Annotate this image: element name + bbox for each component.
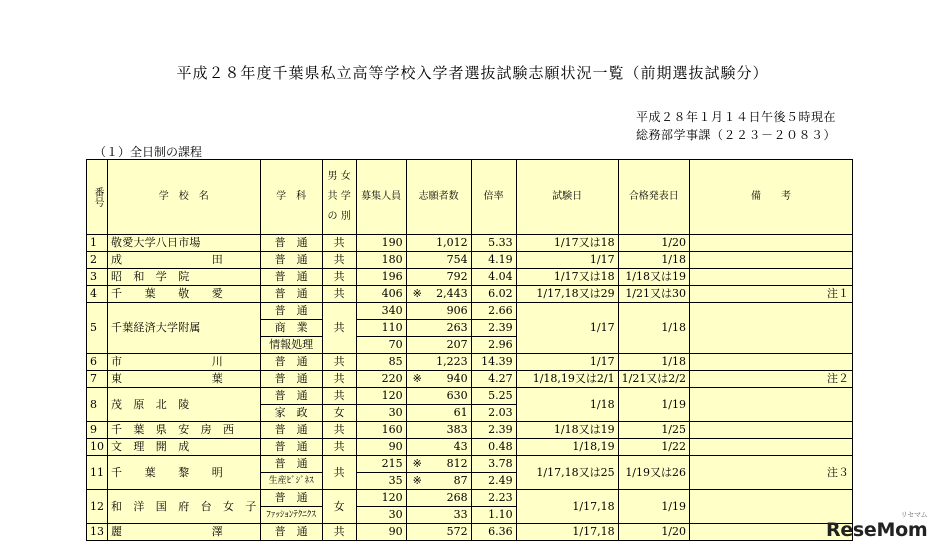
logo-text: ReseMom — [826, 519, 928, 541]
exam-date: 1/17又は18 — [516, 235, 618, 252]
header-ratio: 倍率 — [471, 160, 516, 235]
gender-type: 共 — [322, 422, 356, 439]
applicants-value: 383 — [446, 423, 468, 436]
table-row — [87, 354, 853, 371]
gender-type: 共 — [322, 252, 356, 269]
logo-subtext: リセマム — [900, 511, 928, 519]
note-mark — [410, 388, 413, 404]
applicants-cell — [406, 507, 471, 524]
school-name: 千 葉 敬 愛 — [108, 286, 261, 303]
dept-name: 家 政 — [260, 405, 322, 422]
school-name: 敬愛大学八日市場 — [108, 235, 261, 252]
header-no: 番号 — [87, 160, 108, 235]
row-number: 1 — [87, 235, 108, 252]
exam-date: 1/17,18 — [516, 524, 618, 541]
applicants-value: 268 — [446, 491, 468, 504]
note-mark — [410, 320, 413, 336]
applicants-value: 906 — [446, 304, 468, 317]
header-dept: 学 科 — [260, 160, 322, 235]
result-date: 1/21又は2/2 — [618, 371, 689, 388]
applicants-cell — [406, 252, 471, 269]
remarks-cell — [690, 422, 853, 439]
dept-name: 普 通 — [260, 456, 322, 473]
ratio-value: 2.66 — [471, 303, 516, 320]
capacity-value: 340 — [356, 303, 406, 320]
table-row — [87, 388, 853, 405]
header-remarks: 備 考 — [690, 160, 853, 235]
dept-name: 普 通 — [260, 252, 322, 269]
header-gender-l1: 男 女 — [327, 171, 351, 182]
gender-type: 女 — [322, 490, 356, 524]
ratio-value: 2.49 — [471, 473, 516, 490]
gender-type: 共 — [322, 235, 356, 252]
as-of-date: 平成２８年１月１４日午後５時現在 — [636, 110, 837, 124]
ratio-value: 4.27 — [471, 371, 516, 388]
capacity-value: 90 — [356, 439, 406, 456]
row-number: 7 — [87, 371, 108, 388]
school-name: 東 葉 — [108, 371, 261, 388]
result-date: 1/22 — [618, 439, 689, 456]
remarks-cell — [690, 235, 853, 252]
table-row — [87, 524, 853, 541]
header-school: 学 校 名 — [108, 160, 261, 235]
table-row — [87, 456, 853, 473]
resemom-logo — [826, 511, 928, 541]
school-name: 市 川 — [108, 354, 261, 371]
row-number: 12 — [87, 490, 108, 524]
header-exam-day: 試験日 — [516, 160, 618, 235]
applicant-table — [86, 159, 853, 541]
note-mark — [410, 422, 413, 438]
dept-name: 普 通 — [260, 388, 322, 405]
ratio-value: 1.10 — [471, 507, 516, 524]
note-mark — [410, 303, 413, 319]
applicants-value: 1,012 — [436, 236, 468, 249]
row-number: 6 — [87, 354, 108, 371]
note-mark — [410, 252, 413, 268]
table-row — [87, 252, 853, 269]
applicants-value: 754 — [446, 253, 468, 266]
remarks-cell — [690, 269, 853, 286]
note-mark — [410, 337, 413, 353]
ratio-value: 5.33 — [471, 235, 516, 252]
gender-type: 共 — [322, 456, 356, 490]
note-mark: ※ — [412, 287, 422, 300]
applicants-cell — [406, 303, 471, 320]
school-name: 成 田 — [108, 252, 261, 269]
capacity-value: 30 — [356, 405, 406, 422]
note-mark — [410, 235, 413, 251]
capacity-value: 30 — [356, 507, 406, 524]
applicants-cell — [406, 490, 471, 507]
note-mark — [410, 354, 413, 370]
exam-date: 1/18又は19 — [516, 422, 618, 439]
note-mark — [410, 269, 413, 285]
dept-name: 商 業 — [260, 320, 322, 337]
ratio-value: 5.25 — [471, 388, 516, 405]
ratio-value: 4.04 — [471, 269, 516, 286]
note-mark — [410, 405, 413, 421]
capacity-value: 70 — [356, 337, 406, 354]
school-name: 千葉経済大学附属 — [108, 303, 261, 354]
applicants-cell — [406, 371, 471, 388]
gender-type: 共 — [322, 354, 356, 371]
capacity-value: 120 — [356, 490, 406, 507]
applicants-value: 572 — [446, 525, 468, 538]
applicants-cell — [406, 439, 471, 456]
applicants-cell — [406, 354, 471, 371]
ratio-value: 2.39 — [471, 422, 516, 439]
row-number: 5 — [87, 303, 108, 354]
capacity-value: 180 — [356, 252, 406, 269]
header-gender-l2: 共 学 — [327, 191, 351, 202]
capacity-value: 220 — [356, 371, 406, 388]
applicants-cell — [406, 456, 471, 473]
remarks-cell: 注２ — [690, 371, 853, 388]
applicants-value: 792 — [446, 270, 468, 283]
remarks-cell — [690, 303, 853, 354]
applicants-cell — [406, 422, 471, 439]
gender-type: 女 — [322, 405, 356, 422]
header-capacity: 募集人員 — [356, 160, 406, 235]
gender-type: 共 — [322, 524, 356, 541]
school-name: 茂 原 北 陵 — [108, 388, 261, 422]
table-header-row — [87, 160, 853, 235]
school-name: 文 理 開 成 — [108, 439, 261, 456]
dept-name: 普 通 — [260, 439, 322, 456]
applicants-value: 61 — [453, 406, 468, 419]
applicants-value: 207 — [446, 338, 468, 351]
table-row — [87, 286, 853, 303]
applicants-cell — [406, 235, 471, 252]
table-row — [87, 422, 853, 439]
applicants-value: 630 — [446, 389, 468, 402]
table-row — [87, 235, 853, 252]
capacity-value: 196 — [356, 269, 406, 286]
dept-name: 普 通 — [260, 524, 322, 541]
row-number: 2 — [87, 252, 108, 269]
capacity-value: 120 — [356, 388, 406, 405]
capacity-value: 160 — [356, 422, 406, 439]
applicants-value: 263 — [446, 321, 468, 334]
result-date: 1/20 — [618, 524, 689, 541]
result-date: 1/18 — [618, 303, 689, 354]
table-row — [87, 371, 853, 388]
applicants-value: 2,443 — [436, 287, 468, 300]
row-number: 3 — [87, 269, 108, 286]
applicants-value: 812 — [446, 457, 468, 470]
exam-date: 1/17,18又は29 — [516, 286, 618, 303]
applicants-value: 33 — [453, 508, 468, 521]
gender-type: 共 — [322, 286, 356, 303]
ratio-value: 0.48 — [471, 439, 516, 456]
dept-name: 普 通 — [260, 371, 322, 388]
school-name: 麗 澤 — [108, 524, 261, 541]
dept-name: 普 通 — [260, 269, 322, 286]
gender-type: 共 — [322, 388, 356, 405]
row-number: 4 — [87, 286, 108, 303]
ratio-value: 3.78 — [471, 456, 516, 473]
row-number: 11 — [87, 456, 108, 490]
applicants-cell — [406, 286, 471, 303]
exam-date: 1/18,19 — [516, 439, 618, 456]
capacity-value: 90 — [356, 524, 406, 541]
remarks-cell — [690, 439, 853, 456]
header-applicants: 志願者数 — [406, 160, 471, 235]
result-date: 1/19又は26 — [618, 456, 689, 490]
remarks-cell: 注３ — [690, 456, 853, 490]
remarks-cell — [690, 354, 853, 371]
header-result-day: 合格発表日 — [618, 160, 689, 235]
exam-date: 1/17,18又は25 — [516, 456, 618, 490]
gender-type: 共 — [322, 269, 356, 286]
school-name: 千 葉 県 安 房 西 — [108, 422, 261, 439]
dept-name: 情報処理 — [260, 337, 322, 354]
dept-name: ﾌｧｯｼｮﾝﾃｸﾆｸｽ — [260, 507, 322, 524]
dept-name: 生産ﾋﾞｼﾞﾈｽ — [260, 473, 322, 490]
result-date: 1/19 — [618, 490, 689, 524]
applicants-cell — [406, 337, 471, 354]
header-gender — [322, 160, 356, 235]
exam-date: 1/18 — [516, 388, 618, 422]
note-mark — [410, 524, 413, 540]
capacity-value: 85 — [356, 354, 406, 371]
row-number: 9 — [87, 422, 108, 439]
exam-date: 1/18,19又は2/1 — [516, 371, 618, 388]
exam-date: 1/17,18 — [516, 490, 618, 524]
gender-type: 共 — [322, 371, 356, 388]
applicants-value: 87 — [453, 474, 468, 487]
result-date: 1/21又は30 — [618, 286, 689, 303]
row-number: 10 — [87, 439, 108, 456]
applicants-value: 43 — [453, 440, 468, 453]
applicants-cell — [406, 473, 471, 490]
result-date: 1/20 — [618, 235, 689, 252]
ratio-value: 6.36 — [471, 524, 516, 541]
dept-name: 普 通 — [260, 286, 322, 303]
applicants-cell — [406, 320, 471, 337]
ratio-value: 2.23 — [471, 490, 516, 507]
note-mark — [410, 490, 413, 506]
gender-type: 共 — [322, 303, 356, 354]
note-mark: ※ — [412, 457, 422, 470]
note-mark: ※ — [412, 372, 422, 385]
ratio-value: 14.39 — [471, 354, 516, 371]
dept-name: 普 通 — [260, 354, 322, 371]
ratio-value: 6.02 — [471, 286, 516, 303]
remarks-cell — [690, 252, 853, 269]
gender-type: 共 — [322, 439, 356, 456]
applicants-cell — [406, 388, 471, 405]
note-mark — [410, 507, 413, 523]
row-number: 13 — [87, 524, 108, 541]
applicants-cell — [406, 405, 471, 422]
applicants-cell — [406, 524, 471, 541]
school-name: 昭 和 学 院 — [108, 269, 261, 286]
exam-date: 1/17 — [516, 354, 618, 371]
table-row — [87, 269, 853, 286]
note-mark: ※ — [412, 474, 422, 487]
note-mark — [410, 439, 413, 455]
exam-date: 1/17 — [516, 252, 618, 269]
table-row — [87, 490, 853, 507]
school-name: 和 洋 国 府 台 女 子 — [108, 490, 261, 524]
result-date: 1/18 — [618, 252, 689, 269]
capacity-value: 190 — [356, 235, 406, 252]
ratio-value: 2.96 — [471, 337, 516, 354]
result-date: 1/19 — [618, 388, 689, 422]
row-number: 8 — [87, 388, 108, 422]
header-gender-l3: の 別 — [327, 211, 351, 222]
applicants-value: 940 — [446, 372, 468, 385]
capacity-value: 110 — [356, 320, 406, 337]
exam-date: 1/17 — [516, 303, 618, 354]
result-date: 1/18 — [618, 354, 689, 371]
dept-name: 普 通 — [260, 422, 322, 439]
table-row — [87, 439, 853, 456]
section-label: （１）全日制の課程 — [94, 145, 203, 159]
remarks-cell — [690, 388, 853, 422]
page-title: 平成２８年度千葉県私立高等学校入学者選抜試験志願状況一覧（前期選抜試験分） — [176, 64, 769, 82]
department-contact: 総務部学事課（２２３－２０８３） — [636, 128, 837, 142]
capacity-value: 406 — [356, 286, 406, 303]
school-name: 千 葉 黎 明 — [108, 456, 261, 490]
result-date: 1/25 — [618, 422, 689, 439]
dept-name: 普 通 — [260, 490, 322, 507]
result-date: 1/18又は19 — [618, 269, 689, 286]
ratio-value: 2.39 — [471, 320, 516, 337]
applicants-cell — [406, 269, 471, 286]
remarks-cell: 注１ — [690, 286, 853, 303]
applicants-value: 1,223 — [436, 355, 468, 368]
ratio-value: 4.19 — [471, 252, 516, 269]
dept-name: 普 通 — [260, 235, 322, 252]
capacity-value: 35 — [356, 473, 406, 490]
exam-date: 1/17又は18 — [516, 269, 618, 286]
dept-name: 普 通 — [260, 303, 322, 320]
table-row — [87, 303, 853, 320]
capacity-value: 215 — [356, 456, 406, 473]
ratio-value: 2.03 — [471, 405, 516, 422]
